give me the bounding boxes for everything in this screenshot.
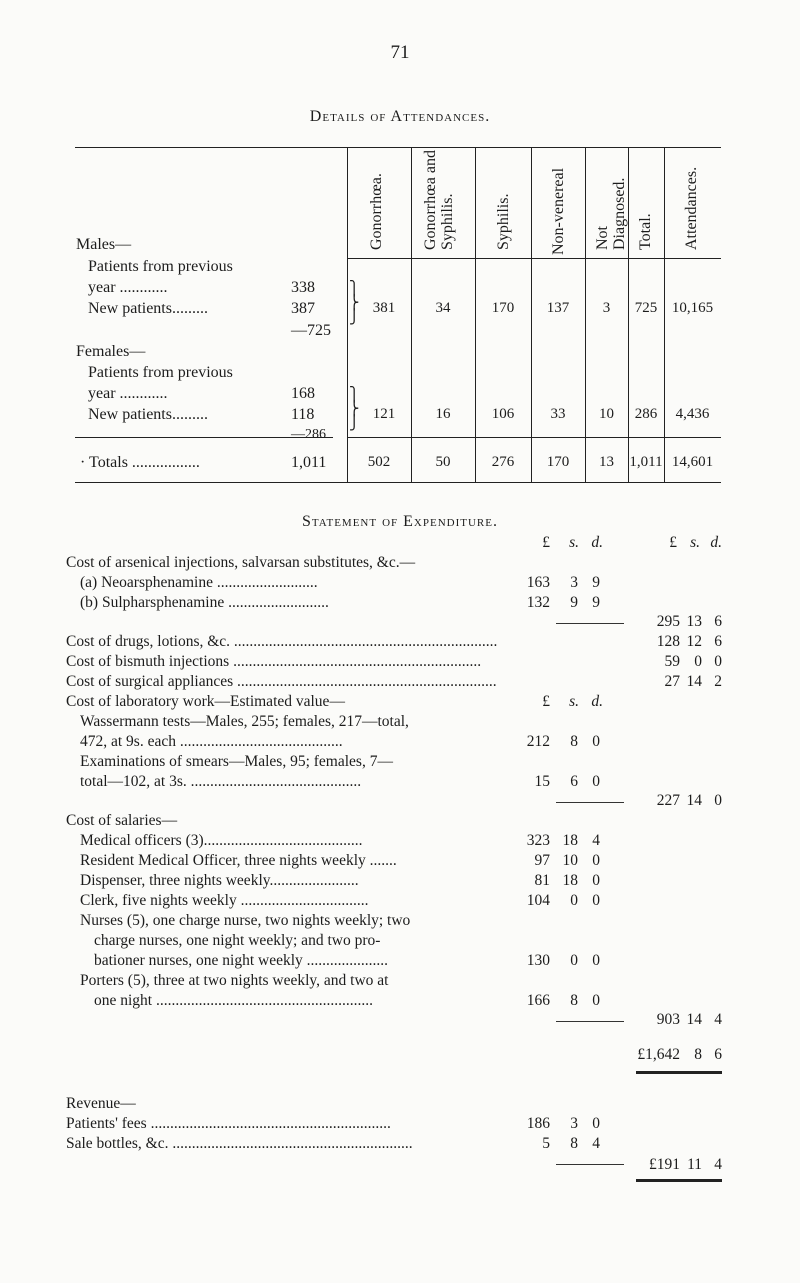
- cell-females-gonorrhoea-syphilis: 16: [435, 406, 451, 422]
- header-pounds: £: [542, 534, 550, 551]
- bismuth-shillings: 0: [694, 653, 702, 670]
- attendances-title: Details of Attendances.: [309, 108, 491, 125]
- clerk-pence: 0: [592, 892, 600, 909]
- brace-females: ⎫ ⎬ ⎭: [349, 388, 360, 431]
- revenue-total-pounds: £191: [649, 1156, 680, 1173]
- cell-totals-gonorrhoea-syphilis: 50: [435, 454, 451, 470]
- porters-pence: 0: [592, 992, 600, 1009]
- line-sulph: (b) Sulpharsphenamine ..........................: [80, 594, 329, 611]
- dispenser-pence: 0: [592, 872, 600, 889]
- page-number: 71: [390, 42, 410, 63]
- line-dispenser: Dispenser, three nights weekly.......................: [80, 872, 359, 889]
- cell-females-syphilis: 106: [491, 406, 515, 422]
- porters-pounds: 166: [526, 992, 550, 1009]
- revenue-heading: Revenue—: [66, 1095, 136, 1112]
- line-nurses-3: bationer nurses, one night weekly .....................: [94, 952, 389, 969]
- dispenser-shillings: 18: [562, 872, 578, 889]
- arsenical-total-shillings: 13: [686, 613, 702, 630]
- cell-males-total: 725: [634, 300, 658, 316]
- cell-totals-total: 1,011: [629, 454, 663, 470]
- medical-shillings: 18: [562, 832, 578, 849]
- row-label-males-new: New patients.........: [88, 300, 208, 317]
- row-label-females-year: year ............: [88, 385, 168, 402]
- line-resident: Resident Medical Officer, three nights weekly .......: [80, 852, 397, 869]
- line-neo: (a) Neoarsphenamine ..........................: [80, 574, 318, 591]
- sulph-pounds: 132: [526, 594, 550, 611]
- lab-total-pence: 0: [714, 792, 722, 809]
- neo-shillings: 3: [570, 574, 578, 591]
- col-header-syphilis: Syphilis.: [495, 193, 512, 250]
- smears-pence: 0: [592, 773, 600, 790]
- row-label-totals: · Totals .................: [80, 454, 200, 471]
- grand-total-pence: 6: [714, 1046, 722, 1063]
- line-lab: Cost of laboratory work—Estimated value—: [66, 693, 345, 710]
- line-drugs: Cost of drugs, lotions, &c. ....................................................................: [66, 633, 498, 650]
- col-header-not-diagnosed: Not Diagnosed.: [594, 177, 628, 250]
- col-header-gonorrhoea-syphilis: Gonorrhœa and Syphilis.: [422, 150, 456, 250]
- line-porters-1: Porters (5), three at two nights weekly, and two at: [80, 972, 389, 989]
- medical-pence: 4: [592, 832, 600, 849]
- nurses-shillings: 0: [570, 952, 578, 969]
- smears-shillings: 6: [570, 773, 578, 790]
- row-label-males-previous: Patients from previous: [88, 258, 233, 275]
- revenue-total-shillings: 11: [687, 1156, 702, 1173]
- header-pounds-total: £: [669, 534, 677, 551]
- rule: [556, 623, 624, 624]
- wassermann-pence: 0: [592, 733, 600, 750]
- medical-pounds: 323: [526, 832, 550, 849]
- row-value-totals: 1,011: [291, 454, 327, 471]
- cell-males-non-venereal: 137: [546, 300, 570, 316]
- col-header-non-venereal: Non-venereal: [550, 167, 567, 255]
- nurses-pence: 0: [592, 952, 600, 969]
- line-medical: Medical officers (3).........................................: [80, 832, 363, 849]
- row-label-females: Females—: [76, 343, 146, 360]
- cell-males-not-diagnosed: 3: [602, 300, 611, 316]
- row-label-females-new: New patients.........: [88, 406, 208, 423]
- bismuth-pence: 0: [714, 653, 722, 670]
- salaries-total-shillings: 14: [686, 1011, 702, 1028]
- line-surgical: Cost of surgical appliances ...................................................................: [66, 673, 497, 690]
- cell-totals-gonorrhoea: 502: [367, 454, 391, 470]
- bottles-pounds: 5: [542, 1135, 550, 1152]
- line-wassermann-1: Wassermann tests—Males, 255; females, 217—total,: [80, 713, 409, 730]
- smears-pounds: 15: [534, 773, 550, 790]
- cell-females-not-diagnosed: 10: [599, 406, 614, 422]
- cell-females-non-venereal: 33: [550, 406, 566, 422]
- surgical-shillings: 14: [686, 673, 702, 690]
- cell-totals-non-venereal: 170: [546, 454, 570, 470]
- cell-males-gonorrhoea-syphilis: 34: [435, 300, 451, 316]
- surgical-pounds: 27: [664, 673, 680, 690]
- cell-females-total: 286: [634, 406, 658, 422]
- header-shillings: s.: [569, 534, 579, 551]
- fees-pounds: 186: [526, 1115, 550, 1132]
- lab-header-pence: d.: [591, 693, 603, 710]
- col-header-total: Total.: [637, 213, 654, 250]
- cell-totals-not-diagnosed: 13: [599, 454, 614, 470]
- surgical-pence: 2: [714, 673, 722, 690]
- expenditure-title: Statement of Expenditure.: [302, 513, 498, 530]
- sulph-pence: 9: [592, 594, 600, 611]
- bismuth-pounds: 59: [664, 653, 680, 670]
- line-fees: Patients' fees ..............................................................: [66, 1115, 391, 1132]
- table-top-rule: [75, 147, 721, 148]
- rule: [556, 802, 624, 803]
- header-pence: d.: [591, 534, 603, 551]
- lab-total-shillings: 14: [686, 792, 702, 809]
- rule: [556, 1164, 624, 1165]
- table-bottom-rule: [75, 482, 721, 483]
- row-subtotal-females: —286: [291, 427, 326, 442]
- revenue-total-pence: 4: [714, 1156, 722, 1173]
- cell-totals-attendances: 14,601: [671, 454, 714, 470]
- brace-males: ⎫ ⎬ ⎭: [349, 282, 360, 325]
- cell-females-attendances: 4,436: [675, 406, 710, 422]
- col-rule: [347, 147, 348, 482]
- bottles-pence: 4: [592, 1135, 600, 1152]
- drugs-shillings: 12: [686, 633, 702, 650]
- lab-total-pounds: 227: [656, 792, 680, 809]
- line-smears-1: Examinations of smears—Males, 95; females, 7—: [80, 753, 393, 770]
- line-smears-2: total—102, at 3s. ............................................: [80, 773, 362, 790]
- grand-total-shillings: 8: [694, 1046, 702, 1063]
- neo-pence: 9: [592, 574, 600, 591]
- line-wassermann-2: 472, at 9s. each ..........................................: [80, 733, 343, 750]
- dispenser-pounds: 81: [534, 872, 550, 889]
- salaries-total-pounds: 903: [656, 1011, 680, 1028]
- resident-pence: 0: [592, 852, 600, 869]
- line-salaries: Cost of salaries—: [66, 812, 178, 829]
- cell-females-gonorrhoea: 121: [372, 406, 396, 422]
- line-arsenical: Cost of arsenical injections, salvarsan substitutes, &c.—: [66, 554, 416, 571]
- drugs-pence: 6: [714, 633, 722, 650]
- arsenical-total-pounds: 295: [656, 613, 680, 630]
- row-value-females-new: 118: [291, 406, 315, 423]
- wassermann-pounds: 212: [526, 733, 550, 750]
- sulph-shillings: 9: [570, 594, 578, 611]
- lab-header-pounds: £: [542, 693, 550, 710]
- fees-shillings: 3: [570, 1115, 578, 1132]
- wassermann-shillings: 8: [570, 733, 578, 750]
- cell-totals-syphilis: 276: [491, 454, 515, 470]
- lab-header-shillings: s.: [569, 693, 579, 710]
- cell-males-attendances: 10,165: [671, 300, 714, 316]
- line-porters-2: one night ........................................................: [94, 992, 373, 1009]
- line-nurses-2: charge nurses, one night weekly; and two pro-: [94, 932, 381, 949]
- bottles-shillings: 8: [570, 1135, 578, 1152]
- resident-pounds: 97: [534, 852, 550, 869]
- row-subtotal-males: —725: [291, 322, 331, 339]
- cell-males-gonorrhoea: 381: [372, 300, 396, 316]
- clerk-pounds: 104: [526, 892, 550, 909]
- salaries-total-pence: 4: [714, 1011, 722, 1028]
- rule: [556, 1021, 624, 1022]
- header-pence-total: d.: [710, 534, 722, 551]
- row-value-males-new: 387: [291, 300, 315, 317]
- double-rule: [636, 1071, 722, 1074]
- row-label-males: Males—: [76, 236, 132, 253]
- arsenical-total-pence: 6: [714, 613, 722, 630]
- row-label-females-previous: Patients from previous: [88, 364, 233, 381]
- cell-males-syphilis: 170: [491, 300, 515, 316]
- col-header-attendances: Attendances.: [683, 166, 700, 250]
- line-clerk: Clerk, five nights weekly .................................: [80, 892, 369, 909]
- clerk-shillings: 0: [570, 892, 578, 909]
- resident-shillings: 10: [562, 852, 578, 869]
- row-value-males-year: 338: [291, 279, 315, 296]
- row-value-females-year: 168: [291, 385, 315, 402]
- col-header-gonorrhoea: Gonorrhœa.: [368, 173, 385, 250]
- line-bismuth: Cost of bismuth injections ................................................................: [66, 653, 482, 670]
- line-bottles: Sale bottles, &c. ..............................................................: [66, 1135, 413, 1152]
- drugs-pounds: 128: [656, 633, 680, 650]
- fees-pence: 0: [592, 1115, 600, 1132]
- neo-pounds: 163: [526, 574, 550, 591]
- header-shillings-total: s.: [690, 534, 700, 551]
- nurses-pounds: 130: [526, 952, 550, 969]
- double-rule: [636, 1179, 722, 1182]
- grand-total-pounds: £1,642: [637, 1046, 680, 1063]
- porters-shillings: 8: [570, 992, 578, 1009]
- row-label-males-year: year ............: [88, 279, 168, 296]
- line-nurses-1: Nurses (5), one charge nurse, two nights weekly; two: [80, 912, 411, 929]
